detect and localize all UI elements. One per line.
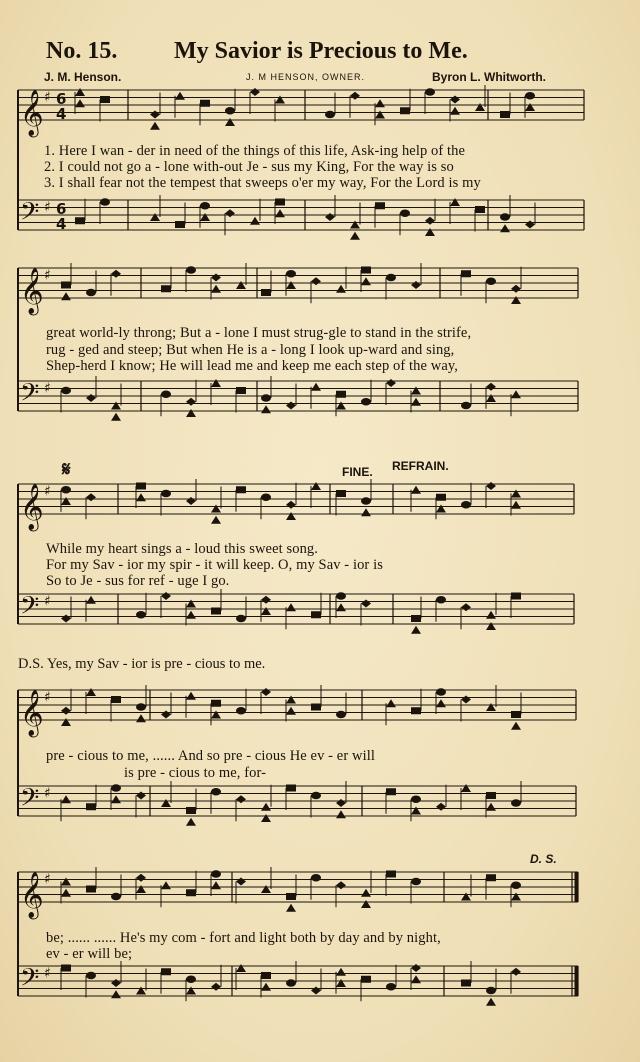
note-head	[225, 118, 235, 126]
note-head	[461, 501, 471, 509]
time-signature-bottom: 4	[56, 105, 67, 123]
note-head	[311, 383, 321, 391]
note-head	[361, 497, 371, 505]
treble-clef-icon: 𝄞	[20, 268, 44, 314]
note-head	[236, 281, 246, 289]
sharp-icon: ♯	[44, 871, 51, 888]
note-head	[500, 213, 510, 221]
time-signature-top: 6	[56, 200, 67, 218]
note-head	[511, 593, 521, 600]
note-head	[211, 516, 221, 524]
note-head	[386, 274, 396, 282]
note-head	[225, 209, 235, 217]
note-head	[186, 497, 196, 505]
treble-clef-icon: 𝄞	[20, 90, 44, 136]
segno-sign: 𝄋	[62, 459, 71, 481]
note-head	[75, 88, 85, 96]
note-head	[411, 964, 421, 972]
hymn-title: My Savior is Precious to Me.	[174, 38, 468, 64]
note-head	[336, 592, 346, 600]
note-head	[61, 292, 71, 300]
note-head	[86, 886, 96, 893]
note-head	[211, 700, 221, 707]
note-head	[161, 881, 171, 889]
note-head	[261, 688, 271, 696]
note-head	[61, 718, 71, 726]
note-head	[500, 111, 510, 118]
note-head	[111, 784, 121, 792]
note-head	[186, 987, 196, 995]
note-head	[336, 391, 346, 398]
note-head	[211, 505, 221, 513]
note-head	[286, 501, 296, 509]
note-head	[225, 107, 235, 115]
note-head	[150, 213, 160, 221]
note-head	[450, 198, 460, 206]
note-head	[86, 596, 96, 604]
note-head	[450, 96, 460, 104]
lyric-line: ev - er will be;	[46, 946, 133, 962]
note-head	[211, 788, 221, 796]
note-head	[461, 784, 471, 792]
treble-clef-icon: 𝄞	[20, 484, 44, 530]
note-head	[325, 111, 335, 119]
note-head	[286, 402, 296, 410]
sharp-icon: ♯	[44, 965, 51, 982]
note-head	[236, 615, 246, 623]
note-head	[161, 592, 171, 600]
note-head	[386, 699, 396, 707]
note-head	[186, 692, 196, 700]
note-head	[461, 270, 471, 277]
note-head	[186, 398, 196, 406]
note-head	[511, 390, 521, 398]
note-head	[336, 711, 346, 719]
note-head	[525, 221, 535, 229]
note-head	[261, 289, 271, 296]
sharp-icon: ♯	[44, 785, 51, 802]
note-head	[461, 696, 471, 704]
note-head	[186, 611, 196, 619]
note-head	[261, 885, 271, 893]
note-head	[61, 486, 71, 494]
note-head	[511, 722, 521, 730]
note-head	[486, 703, 496, 711]
note-head	[111, 402, 121, 410]
lyricist-credit: J. M. Henson.	[44, 70, 122, 84]
lyric-line: pre - cious to me, ...... And so pre - cious He ev - er will	[46, 748, 375, 764]
note-head	[136, 987, 146, 995]
note-head	[286, 893, 296, 900]
note-head	[286, 281, 296, 289]
note-head	[411, 626, 421, 634]
note-head	[161, 285, 171, 292]
note-head	[375, 202, 385, 209]
note-head	[311, 874, 321, 882]
note-head	[486, 792, 496, 799]
note-head	[61, 795, 71, 803]
note-head	[461, 980, 471, 987]
note-head	[350, 232, 360, 240]
note-head	[336, 799, 346, 807]
note-head	[525, 92, 535, 100]
note-head	[336, 968, 346, 976]
note-head	[275, 209, 285, 217]
sharp-icon: ♯	[44, 689, 51, 706]
note-head	[386, 788, 396, 795]
note-head	[61, 889, 71, 897]
lyric-line: 2. I could not go a - lone with-out Je - sus my King, For the way is so	[44, 159, 454, 175]
note-head	[86, 289, 96, 297]
sharp-icon: ♯	[44, 267, 51, 284]
lyric-line: 1. Here I wan - der in need of the things of this life, Ask-ing help of the	[44, 143, 466, 159]
note-head	[486, 482, 496, 490]
note-head	[386, 983, 396, 991]
lyric-line: Shep-herd I know; He will lead me and keep me each step of the way,	[46, 358, 459, 374]
note-head	[111, 696, 121, 703]
bass-clef-icon: 𝄢	[20, 783, 40, 819]
note-head	[486, 611, 496, 619]
note-head	[286, 696, 296, 704]
note-head	[461, 893, 471, 901]
treble-clef-icon: 𝄞	[20, 690, 44, 736]
note-head	[336, 285, 346, 293]
note-head	[211, 379, 221, 387]
note-head	[411, 486, 421, 494]
note-head	[361, 600, 371, 608]
note-head	[325, 213, 335, 221]
note-head	[511, 296, 521, 304]
note-head	[236, 795, 246, 803]
note-head	[286, 785, 296, 792]
note-head	[161, 390, 171, 398]
note-head	[186, 266, 196, 274]
lyric-line: While my heart sings a - loud this sweet song.	[46, 541, 318, 557]
note-head	[500, 224, 510, 232]
note-head	[211, 881, 221, 889]
note-head	[261, 493, 271, 501]
bass-clef-icon: 𝄢	[20, 963, 40, 999]
note-head	[61, 707, 71, 715]
note-head	[136, 493, 146, 501]
note-head	[411, 398, 421, 406]
sharp-icon: ♯	[44, 199, 51, 216]
ds-marking: D. S.	[530, 852, 557, 866]
note-head	[286, 603, 296, 611]
note-head	[525, 103, 535, 111]
note-head	[336, 979, 346, 987]
note-head	[411, 387, 421, 395]
note-head	[111, 893, 121, 901]
note-head	[261, 405, 271, 413]
lyric-line: great world-ly throng; But a - lone I must strug-gle to stand in the strife,	[46, 325, 472, 341]
note-head	[75, 217, 85, 224]
note-head	[436, 505, 446, 513]
note-head	[286, 270, 296, 278]
note-head	[136, 885, 146, 893]
ds-lyric-line: D.S. Yes, my Sav - ior is pre - cious to me.	[18, 656, 266, 672]
note-head	[411, 707, 421, 714]
treble-clef-icon: 𝄞	[20, 872, 44, 918]
note-head	[486, 998, 496, 1006]
note-head	[350, 92, 360, 100]
note-head	[250, 217, 260, 225]
note-head	[111, 795, 121, 803]
owner-credit: J. M HENSON, OWNER.	[246, 72, 366, 82]
note-head	[400, 209, 410, 217]
note-head	[311, 482, 321, 490]
note-head	[61, 282, 71, 289]
note-head	[236, 878, 246, 886]
note-head	[486, 277, 496, 285]
note-head	[386, 379, 396, 387]
note-head	[136, 714, 146, 722]
note-head	[236, 486, 246, 493]
note-head	[186, 600, 196, 608]
time-signature-top: 6	[56, 90, 67, 108]
note-head	[511, 490, 521, 498]
note-head	[236, 964, 246, 972]
note-head	[61, 387, 71, 395]
note-head	[136, 483, 146, 490]
note-head	[150, 122, 160, 130]
note-head	[261, 803, 271, 811]
note-head	[86, 803, 96, 810]
note-head	[486, 803, 496, 811]
sharp-icon: ♯	[44, 89, 51, 106]
note-head	[400, 107, 410, 114]
lyric-line: rug - ged and steep; But when He is a - long I look up-ward and sing,	[46, 342, 455, 358]
hymn-number: No. 15.	[46, 38, 118, 64]
note-head	[261, 394, 271, 402]
composer-credit: Byron L. Whitworth.	[432, 70, 546, 84]
note-head	[361, 267, 371, 274]
note-head	[211, 870, 221, 878]
note-head	[136, 611, 146, 619]
note-head	[350, 221, 360, 229]
note-head	[336, 402, 346, 410]
sharp-icon: ♯	[44, 483, 51, 500]
note-head	[361, 976, 371, 983]
note-head	[200, 100, 210, 107]
note-head	[61, 615, 71, 623]
note-head	[261, 814, 271, 822]
note-head	[461, 603, 471, 611]
note-head	[411, 615, 421, 622]
note-head	[375, 99, 385, 107]
note-head	[136, 703, 146, 711]
note-head	[236, 387, 246, 394]
note-head	[111, 270, 121, 278]
note-head	[375, 111, 385, 119]
note-head	[511, 285, 521, 293]
note-head	[311, 277, 321, 285]
note-head	[161, 490, 171, 498]
note-head	[386, 871, 396, 878]
note-head	[211, 711, 221, 719]
bass-clef-icon: 𝄢	[20, 197, 40, 233]
note-head	[511, 501, 521, 509]
note-head	[361, 277, 371, 285]
note-head	[186, 975, 196, 983]
note-head	[361, 398, 371, 406]
note-head	[336, 810, 346, 818]
note-head	[250, 88, 260, 96]
note-head	[286, 707, 296, 715]
note-head	[161, 968, 171, 975]
note-head	[261, 983, 271, 991]
note-head	[275, 199, 285, 206]
note-head	[311, 987, 321, 995]
note-head	[311, 704, 321, 711]
note-head	[486, 874, 496, 881]
note-head	[150, 111, 160, 119]
note-head	[436, 494, 446, 501]
note-head	[211, 983, 221, 991]
note-head	[200, 213, 210, 221]
note-head	[411, 795, 421, 803]
note-head	[61, 497, 71, 505]
fine-marking: FINE.	[342, 465, 373, 479]
time-signature-bottom: 4	[56, 215, 67, 233]
note-head	[175, 92, 185, 100]
note-head	[261, 607, 271, 615]
note-head	[261, 972, 271, 979]
lyric-line: is pre - cious to me, for-	[124, 765, 267, 781]
note-head	[175, 221, 185, 228]
note-head	[486, 394, 496, 402]
note-head	[86, 493, 96, 501]
note-head	[186, 807, 196, 814]
lyric-line: be; ...... ...... He's my com - fort and light both by day and by night,	[46, 930, 441, 946]
note-head	[75, 99, 85, 107]
note-head	[100, 198, 110, 206]
lyric-line: For my Sav - ior my spir - it will keep. O, my Sav - ior is	[46, 557, 383, 573]
lyric-line: 3. I shall fear not the tempest that sweeps o'er my way, For the Lord is my	[44, 175, 481, 191]
note-head	[336, 490, 346, 497]
note-head	[361, 889, 371, 897]
note-head	[436, 688, 446, 696]
note-head	[111, 979, 121, 987]
note-head	[311, 611, 321, 618]
note-head	[211, 285, 221, 293]
note-head	[425, 217, 435, 225]
note-head	[275, 96, 285, 104]
note-head	[100, 96, 110, 103]
note-head	[61, 965, 71, 972]
note-head	[486, 987, 496, 995]
note-head	[161, 799, 171, 807]
note-head	[86, 688, 96, 696]
note-head	[411, 281, 421, 289]
note-head	[286, 512, 296, 520]
note-head	[311, 792, 321, 800]
note-head	[486, 622, 496, 630]
refrain-marking: REFRAIN.	[392, 459, 449, 473]
note-head	[511, 711, 521, 718]
note-head	[336, 881, 346, 889]
note-head	[511, 881, 521, 889]
note-head	[111, 413, 121, 421]
note-head	[511, 968, 521, 976]
lyric-line: So to Je - sus for ref - uge I go.	[46, 573, 230, 589]
note-head	[411, 878, 421, 886]
note-head	[361, 508, 371, 516]
note-head	[475, 206, 485, 213]
sharp-icon: ♯	[44, 593, 51, 610]
note-head	[411, 807, 421, 815]
note-head	[450, 107, 460, 115]
note-head	[436, 596, 446, 604]
note-head	[336, 603, 346, 611]
note-head	[511, 893, 521, 901]
note-head	[411, 975, 421, 983]
note-head	[461, 402, 471, 410]
note-head	[236, 707, 246, 715]
note-head	[136, 874, 146, 882]
sharp-icon: ♯	[44, 380, 51, 397]
bass-clef-icon: 𝄢	[20, 591, 40, 627]
note-head	[361, 900, 371, 908]
note-head	[186, 409, 196, 417]
note-head	[425, 228, 435, 236]
note-head	[211, 274, 221, 282]
note-head	[486, 383, 496, 391]
note-head	[136, 792, 146, 800]
note-head	[436, 803, 446, 811]
note-head	[436, 699, 446, 707]
note-head	[186, 889, 196, 896]
note-head	[211, 608, 221, 615]
note-head	[86, 394, 96, 402]
note-head	[86, 972, 96, 980]
note-head	[425, 88, 435, 96]
note-head	[161, 711, 171, 719]
note-head	[111, 990, 121, 998]
note-head	[511, 799, 521, 807]
note-head	[61, 878, 71, 886]
note-head	[186, 818, 196, 826]
note-head	[286, 979, 296, 987]
note-head	[200, 202, 210, 210]
note-head	[475, 103, 485, 111]
note-head	[261, 596, 271, 604]
bass-clef-icon: 𝄢	[20, 378, 40, 414]
note-head	[286, 904, 296, 912]
